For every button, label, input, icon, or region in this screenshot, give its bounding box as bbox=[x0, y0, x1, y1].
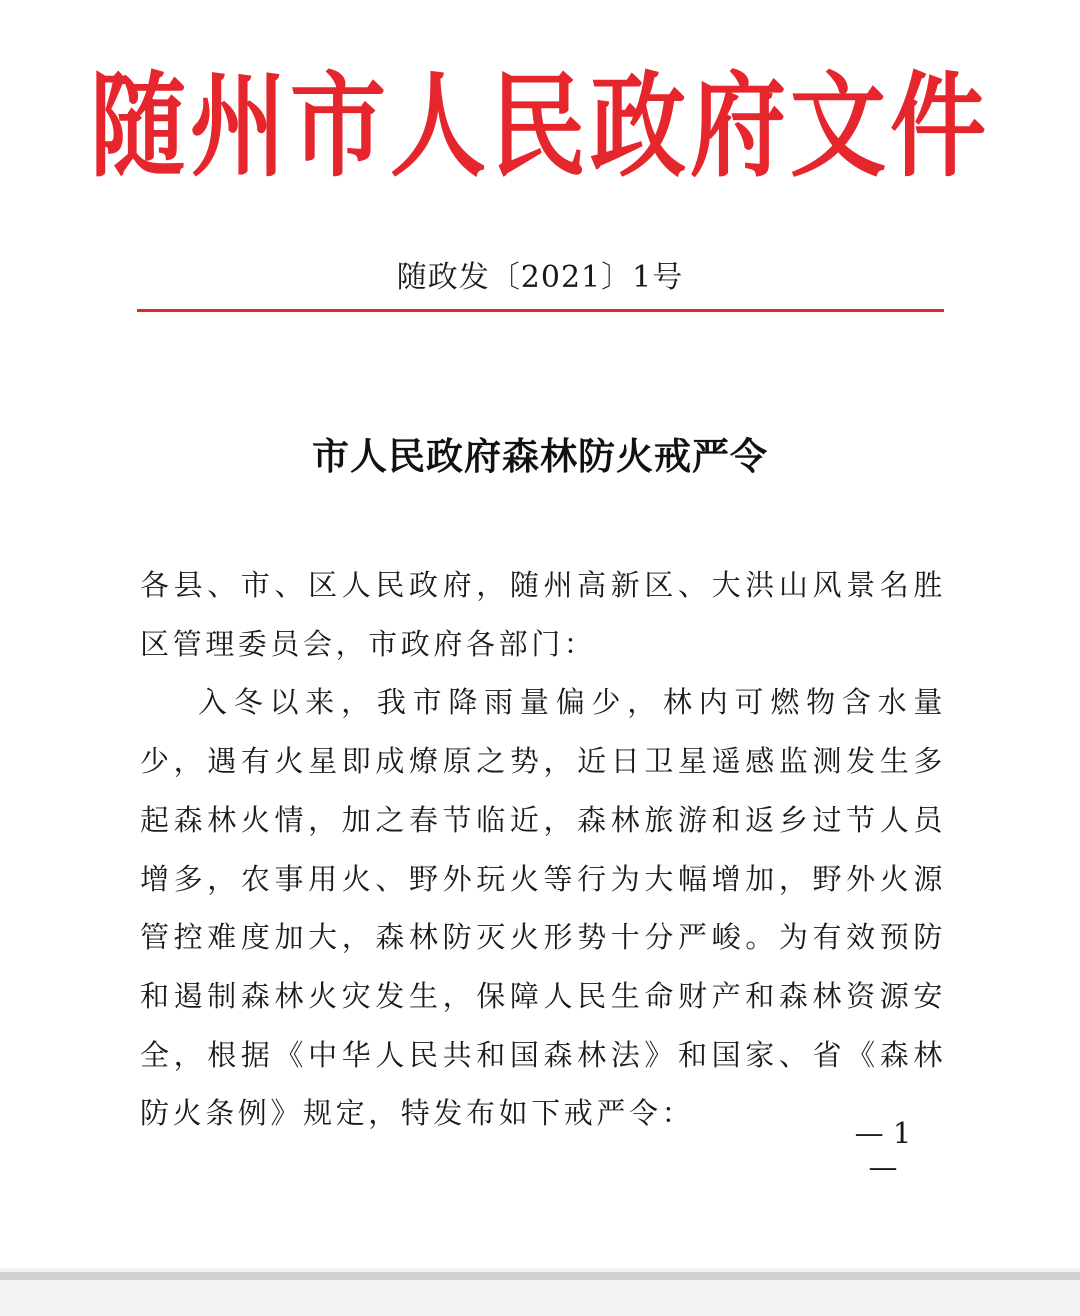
document-number: 随政发〔2021〕1号 bbox=[396, 260, 684, 295]
document-body bbox=[140, 556, 946, 1143]
page-shadow-strip bbox=[0, 1272, 1080, 1280]
body-paragraph: 入冬以来，我市降雨量偏少，林内可燃物含水量少，遇有火星即成燎原之势，近日卫星遥感监测发生多起森林火情，加之春节临近，森林旅游和返乡过节人员增多，农事用火、野外玩火等行为大幅增加，野外火源管控难度加大，森林防灭火形势十分严峻。为有效预防和遏制森林火灾发生，保障人民生命财产和森林资源安全，根据《中华人民共和国森林法》和国家、省《森林防火条例》规定，特发布如下戒严令： bbox=[140, 685, 946, 1131]
page-bottom-edge bbox=[0, 1268, 1080, 1316]
addressee-paragraph: 各县、市、区人民政府，随州高新区、大洪山风景名胜区管理委员会，市政府各部门： bbox=[140, 568, 946, 661]
page-number: — 1 — bbox=[854, 1116, 912, 1184]
issuer-masthead: 随州市人民政府文件 bbox=[90, 59, 990, 193]
document-title: 市人民政府森林防火戒严令 bbox=[312, 434, 768, 478]
red-divider-line bbox=[137, 309, 944, 312]
